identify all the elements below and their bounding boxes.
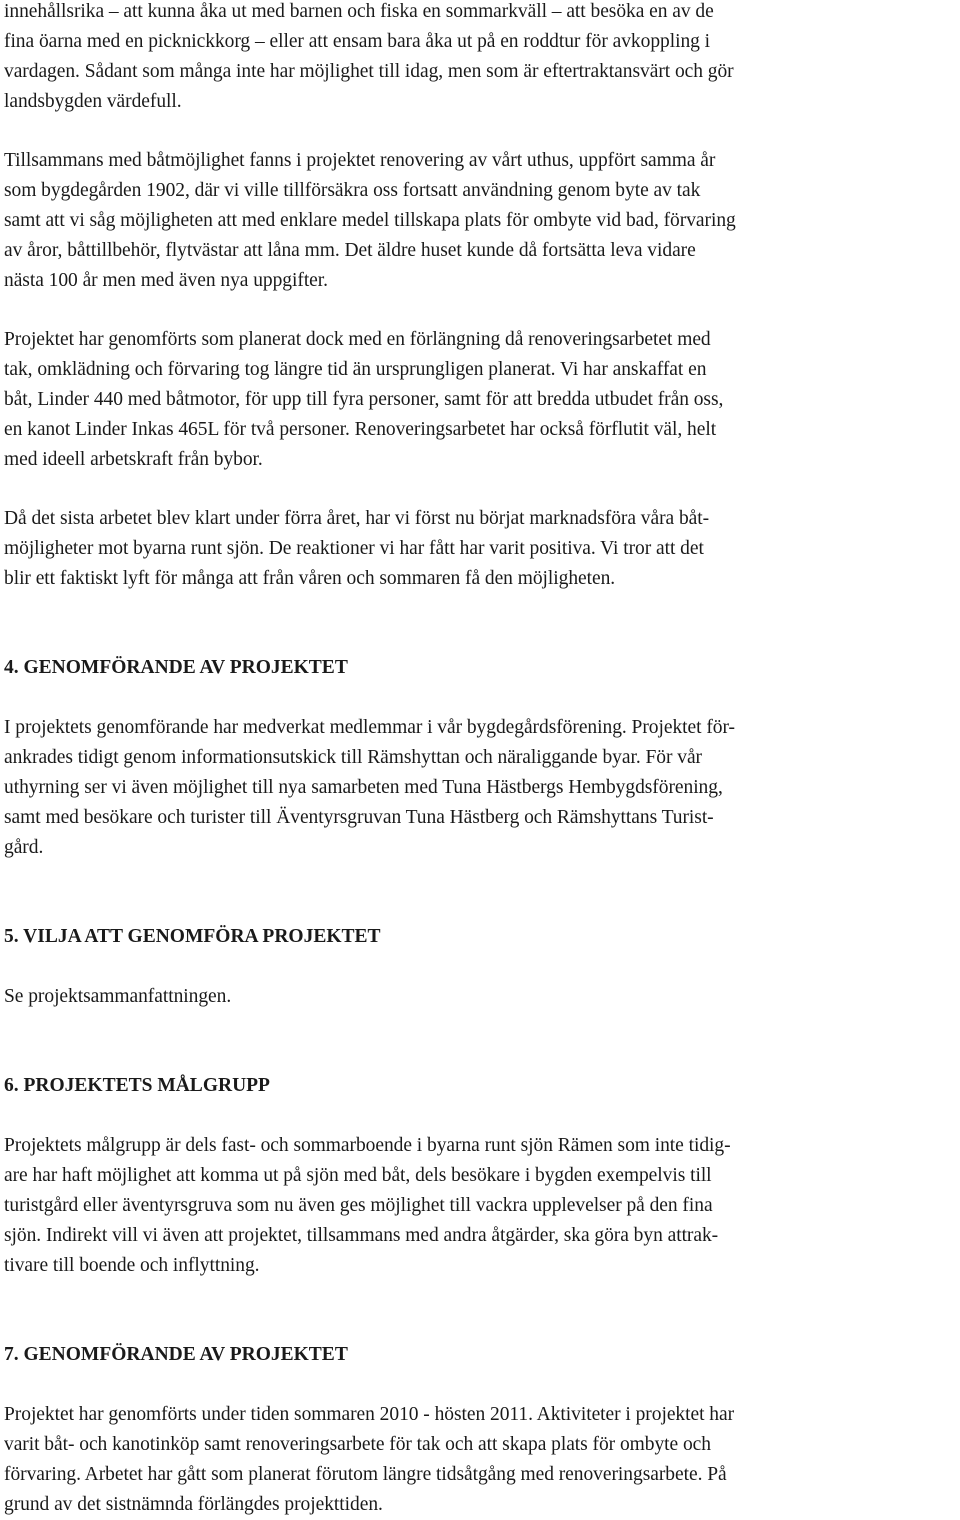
text-line: fina öarna med en picknickkorg – eller att ensam bara åka ut på en roddtur för avkoppling i	[4, 30, 711, 52]
paragraph-intro	[4, 0, 954, 117]
text-line: som bygdegården 1902, där vi ville tillförsäkra oss fortsatt användning genom byte av tak	[4, 179, 701, 201]
text-line: landsbygden värdefull.	[4, 90, 182, 112]
text-line: Projektet har genomförts under tiden sommaren 2010 - hösten 2011. Aktiviteter i projektet har	[4, 1404, 735, 1425]
text-line: varit båt- och kanotinköp samt renoveringsarbete för tak och att skapa plats för ombyte och	[4, 1433, 711, 1455]
text-line: en kanot Linder Inkas 465L för två personer. Renoveringsarbetet har också förflutit väl, helt	[4, 418, 717, 440]
section-body-5	[4, 982, 954, 1012]
text-line: uthyrning ser vi även möjlighet till nya samarbeten med Tuna Hästbergs Hembygdsförening,	[4, 776, 723, 798]
text-line: tivare till boende och inflyttning.	[4, 1254, 260, 1276]
text-line: förvaring. Arbetet har gått som planerat förutom längre tidsåtgång med renoveringsarbete. På	[4, 1463, 727, 1485]
section-heading-7: 7. GENOMFÖRANDE AV PROJEKTET	[4, 1344, 348, 1365]
section-heading-5: 5. VILJA ATT GENOMFÖRA PROJEKTET	[4, 926, 381, 947]
text-line: med ideell arbetskraft från bybor.	[4, 448, 263, 470]
text-line: båt, Linder 440 med båtmotor, för upp till fyra personer, samt för att bredda utbudet från oss,	[4, 388, 724, 410]
text-line: grund av det sistnämnda förlängdes projekttiden.	[4, 1493, 383, 1515]
text-line: vardagen. Sådant som många inte har möjlighet till idag, men som är eftertraktansvärt och gör	[4, 60, 734, 82]
section-body-6	[4, 1131, 954, 1280]
text-line: Då det sista arbetet blev klart under förra året, har vi först nu börjat marknadsföra våra båt-	[4, 508, 710, 529]
text-line: samt att vi såg möjligheten att med enklare medel tillskapa plats för ombyte vid bad, förvaring	[4, 209, 736, 231]
section-body-4	[4, 713, 954, 862]
text-line: tak, omklädning och förvaring tog längre tid än ursprungligen planerat. Vi har anskaffat en	[4, 358, 707, 380]
text-line: are har haft möjlighet att komma ut på sjön med båt, dels besökare i bygden exempelvis till	[4, 1164, 712, 1186]
text-line: blir ett faktiskt lyft för många att från våren och sommaren få den möjligheten.	[4, 567, 616, 589]
text-line: turistgård eller äventyrsgruva som nu även ges möjlighet till vackra upplevelser på den fina	[4, 1194, 713, 1216]
text-line: Tillsammans med båtmöjlighet fanns i projektet renovering av vårt uthus, uppfört samma år	[4, 150, 716, 171]
section-body-7	[4, 1400, 954, 1520]
section-heading-6: 6. PROJEKTETS MÅLGRUPP	[4, 1075, 270, 1096]
text-line: samt med besökare och turister till Äventyrsgruvan Tuna Hästberg och Rämshyttans Turist-	[4, 806, 714, 828]
text-line: möjligheter mot byarna runt sjön. De reaktioner vi har fått har varit positiva. Vi tror att det	[4, 537, 704, 559]
paragraph-marketing	[4, 504, 954, 594]
text-line: av åror, båttillbehör, flytvästar att låna mm. Det äldre huset kunde då fortsätta leva vidare	[4, 239, 696, 261]
text-line: Projektets målgrupp är dels fast- och sommarboende i byarna runt sjön Rämen som inte tidig-	[4, 1135, 731, 1156]
text-line: Projektet har genomförts som planerat dock med en förlängning då renoveringsarbetet med	[4, 329, 711, 350]
text-line: sjön. Indirekt vill vi även att projektet, tillsammans med andra åtgärder, ska göra byn attrak-	[4, 1224, 719, 1246]
text-line: gård.	[4, 836, 44, 858]
section-heading-4: 4. GENOMFÖRANDE AV PROJEKTET	[4, 657, 348, 678]
text-line: ankrades tidigt genom informationsutskick till Rämshyttan och näraliggande byar. För vår	[4, 746, 702, 768]
paragraph-renovation	[4, 146, 954, 295]
text-line: innehållsrika – att kunna åka ut med barnen och fiska en sommarkväll – att besöka en av de	[4, 1, 714, 22]
text-line: I projektets genomförande har medverkat medlemmar i vår bygdegårdsförening. Projektet för-	[4, 717, 735, 738]
text-line: nästa 100 år men med även nya uppgifter.	[4, 269, 328, 291]
text-line: Se projektsammanfattningen.	[4, 986, 232, 1007]
paragraph-implementation	[4, 325, 954, 474]
